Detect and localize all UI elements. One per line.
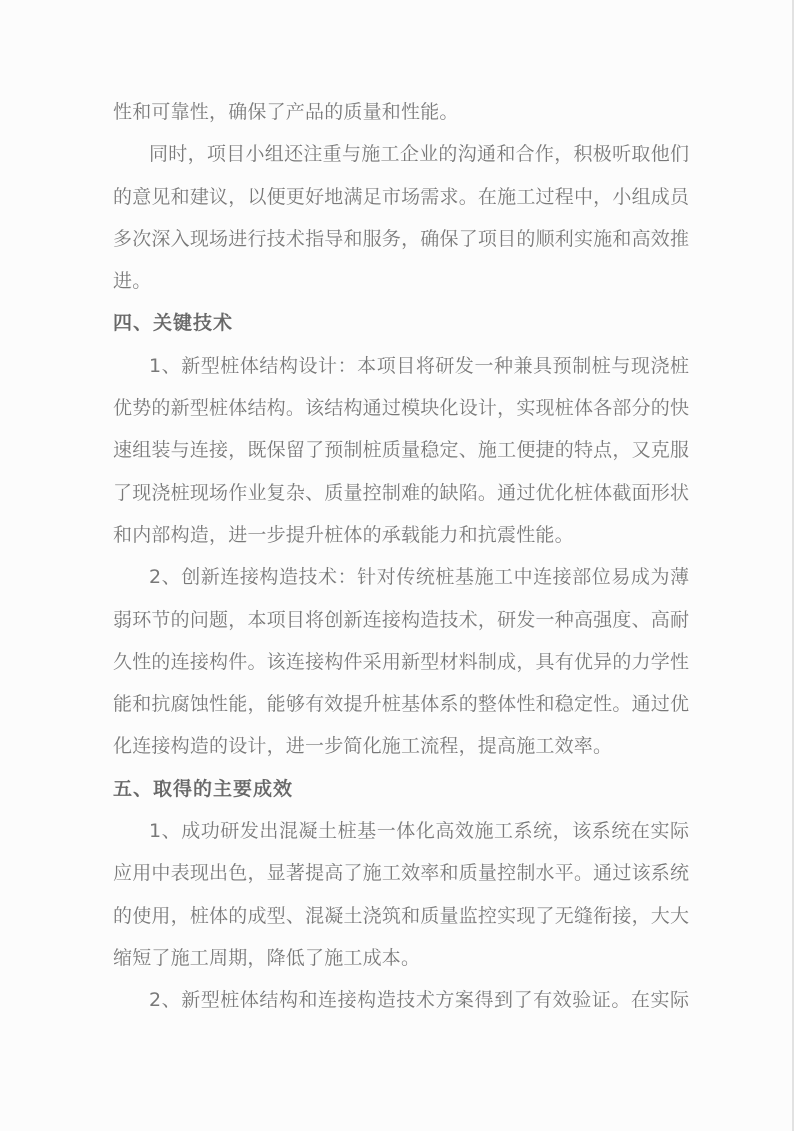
text-line: 2、新型桩体结构和连接构造技术方案得到了有效验证。在实际 [149,989,689,1012]
text-line: 性和可靠性，确保了产品的质量和性能。 [113,101,459,123]
text-line: 1、新型桩体结构设计：本项目将研发一种兼具预制桩与现浇桩 [149,354,689,377]
scan-right-margin [794,0,800,1131]
text-line: 优势的新型桩体结构。该结构通过模块化设计，实现桩体各部分的快 [113,397,689,420]
text-line: 久性的连接构件。该连接构件采用新型材料制成，具有优异的力学性 [113,650,689,673]
text-line: 能和抗腐蚀性能，能够有效提升桩基体系的整体性和稳定性。通过优 [113,693,689,716]
text-line: 五、取得的主要成效 [113,777,294,800]
text-line: 了现浇桩现场作业复杂、质量控制难的缺陷。通过优化桩体截面形状 [113,481,689,504]
text-line: 的使用，桩体的成型、混凝土浇筑和质量监控实现了无缝衔接，大大 [113,904,689,927]
text-line: 应用中表现出色，显著提高了施工效率和质量控制水平。通过该系统 [113,862,689,885]
text-line: 缩短了施工周期，降低了施工成本。 [113,946,421,969]
text-line: 1、成功研发出混凝土桩基一体化高效施工系统，该系统在实际 [149,820,689,843]
text-line: 四、关键技术 [113,312,234,335]
text-line: 速组装与连接，既保留了预制桩质量稳定、施工便捷的特点，又克服 [113,439,689,462]
text-line: 弱环节的问题，本项目将创新连接构造技术，研发一种高强度、高耐 [113,608,689,631]
text-line: 的意见和建议，以便更好地满足市场需求。在施工过程中，小组成员 [113,185,689,208]
text-line: 和内部构造，进一步提升桩体的承载能力和抗震性能。 [113,523,574,546]
document-text [113,91,689,1022]
text-line: 同时，项目小组还注重与施工企业的沟通和合作，积极听取他们 [149,143,689,166]
text-line: 2、创新连接构造技术：针对传统桩基施工中连接部位易成为薄 [149,566,689,589]
text-line: 化连接构造的设计，进一步简化施工流程，提高施工效率。 [113,735,613,758]
text-line: 进。 [113,270,152,293]
text-line: 多次深入现场进行技术指导和服务，确保了项目的顺利实施和高效推 [113,227,689,250]
